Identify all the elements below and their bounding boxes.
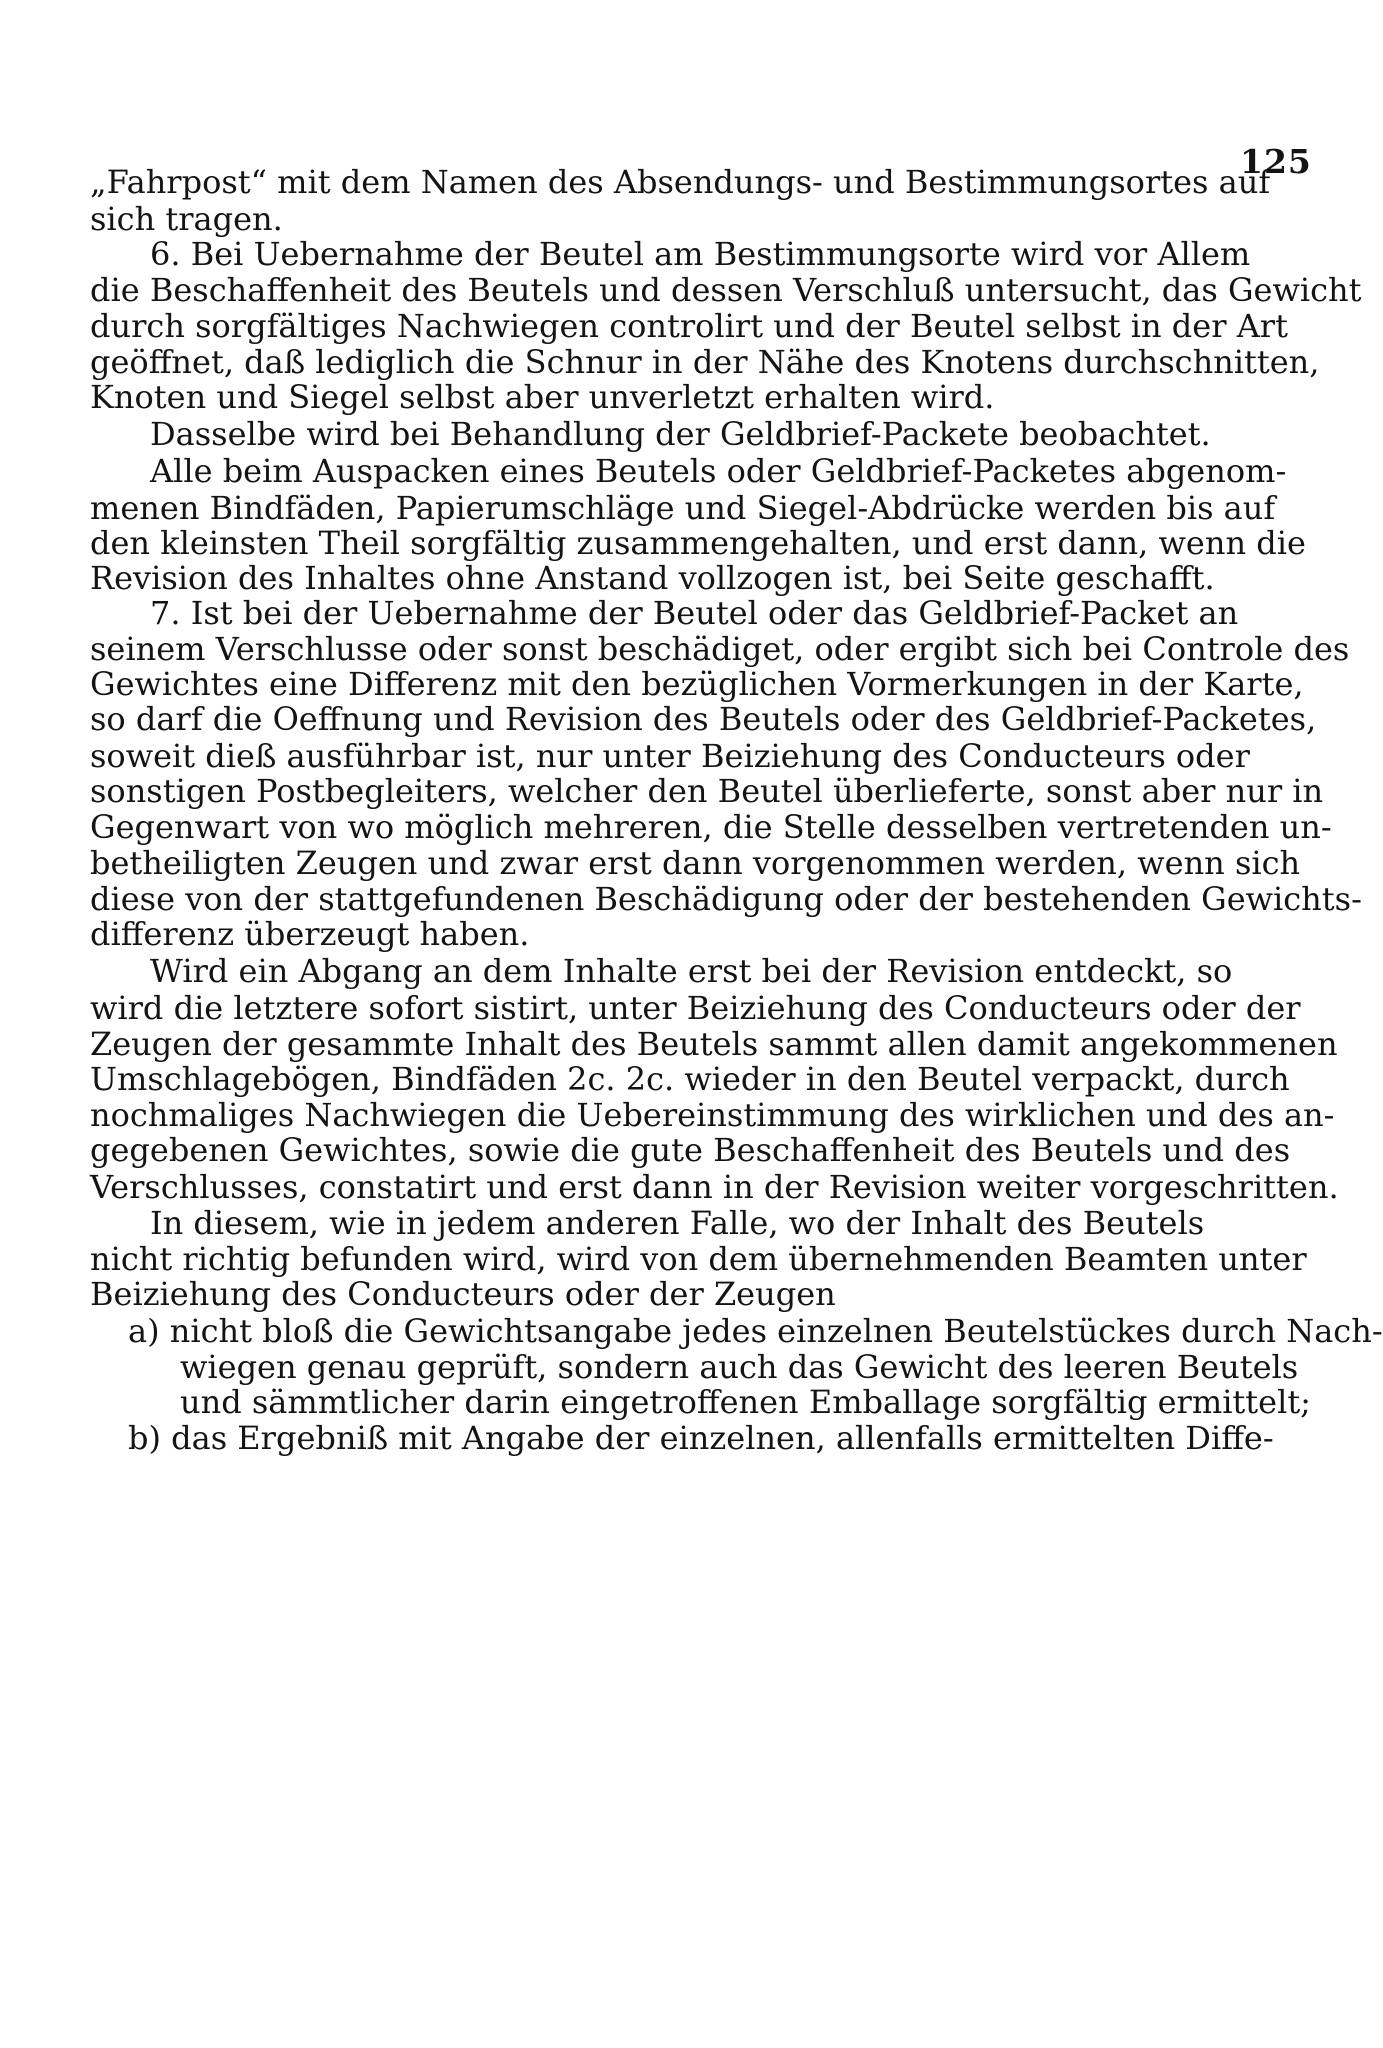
- text-line: betheiligten Zeugen und zwar erst dann vorgenommen werden, wenn sich: [90, 844, 1301, 882]
- text-line: Gewichtes eine Differenz mit den bezüglichen Vormerkungen in der Karte,: [90, 665, 1304, 703]
- text-line: menen Bindfäden, Papierumschläge und Siegel-Abdrücke werden bis auf: [90, 489, 1276, 527]
- text-line: sonstigen Postbegleiters, welcher den Beutel überlieferte, sonst aber nur in: [90, 772, 1324, 810]
- text-line: Verschlusses, constatirt und erst dann in der Revision weiter vorgeschritten.: [90, 1168, 1339, 1206]
- text-line: Alle beim Auspacken eines Beutels oder Geldbrief-Packetes abgenom-: [150, 452, 1287, 490]
- text-line: „Fahrpost“ mit dem Namen des Absendungs- und Bestimmungsortes auf: [90, 163, 1271, 201]
- text-line: Zeugen der gesammte Inhalt des Beutels sammt allen damit angekommenen: [90, 1025, 1338, 1063]
- text-line: seinem Verschlusse oder sonst beschädiget, oder ergibt sich bei Controle des: [90, 630, 1350, 668]
- text-line: In diesem, wie in jedem anderen Falle, wo der Inhalt des Beutels: [150, 1204, 1205, 1242]
- text-line: 7. Ist bei der Uebernahme der Beutel oder das Geldbrief-Packet an: [150, 594, 1239, 632]
- text-line: Gegenwart von wo möglich mehreren, die Stelle desselben vertretenden un-: [90, 808, 1332, 846]
- text-line: soweit dieß ausführbar ist, nur unter Beiziehung des Conducteurs oder: [90, 737, 1250, 775]
- list-item-a-continuation: und sämmtlicher darin eingetroffenen Emballage sorgfältig ermittelt;: [180, 1383, 1311, 1421]
- text-line: nochmaliges Nachwiegen die Uebereinstimmung des wirklichen und des an-: [90, 1096, 1335, 1134]
- text-line: Dasselbe wird bei Behandlung der Geldbrief-Packete beobachtet.: [150, 415, 1211, 453]
- text-line: durch sorgfältiges Nachwiegen controlirt und der Beutel selbst in der Art: [90, 307, 1288, 345]
- text-line: differenz überzeugt haben.: [90, 915, 530, 953]
- text-line: Umschlagebögen, Bindfäden 2c. 2c. wieder in den Beutel verpackt, durch: [90, 1060, 1290, 1098]
- text-line: wird die letztere sofort sistirt, unter Beiziehung des Conducteurs oder der: [90, 989, 1301, 1027]
- list-item-b: b) das Ergebniß mit Angabe der einzelnen, allenfalls ermittelten Diffe-: [128, 1419, 1274, 1457]
- text-line: Beiziehung des Conducteurs oder der Zeugen: [90, 1275, 836, 1313]
- text-line: 6. Bei Uebernahme der Beutel am Bestimmungsorte wird vor Allem: [150, 235, 1251, 273]
- text-line: Knoten und Siegel selbst aber unverletzt erhalten wird.: [90, 378, 995, 416]
- text-line: nicht richtig befunden wird, wird von dem übernehmenden Beamten unter: [90, 1240, 1307, 1278]
- text-line: geöffnet, daß lediglich die Schnur in der Nähe des Knotens durchschnitten,: [90, 343, 1320, 381]
- text-line: gegebenen Gewichtes, sowie die gute Beschaffenheit des Beutels und des: [90, 1131, 1291, 1169]
- text-line: die Beschaffenheit des Beutels und dessen Verschluß untersucht, das Gewicht: [90, 271, 1362, 309]
- text-line: Revision des Inhaltes ohne Anstand vollzogen ist, bei Seite geschafft.: [90, 559, 1215, 597]
- text-line: so darf die Oeffnung und Revision des Beutels oder des Geldbrief-Packetes,: [90, 700, 1317, 738]
- text-line: Wird ein Abgang an dem Inhalte erst bei der Revision entdeckt, so: [150, 952, 1233, 990]
- text-line: den kleinsten Theil sorgfältig zusammengehalten, und erst dann, wenn die: [90, 524, 1306, 562]
- text-line: diese von der stattgefundenen Beschädigung oder der bestehenden Gewichts-: [90, 880, 1362, 918]
- text-line: sich tragen.: [90, 200, 283, 238]
- list-item-a: a) nicht bloß die Gewichtsangabe jedes einzelnen Beutelstückes durch Nach-: [128, 1312, 1383, 1350]
- page-number: 125: [1240, 142, 1312, 181]
- list-item-a-continuation: wiegen genau geprüft, sondern auch das Gewicht des leeren Beutels: [180, 1348, 1299, 1386]
